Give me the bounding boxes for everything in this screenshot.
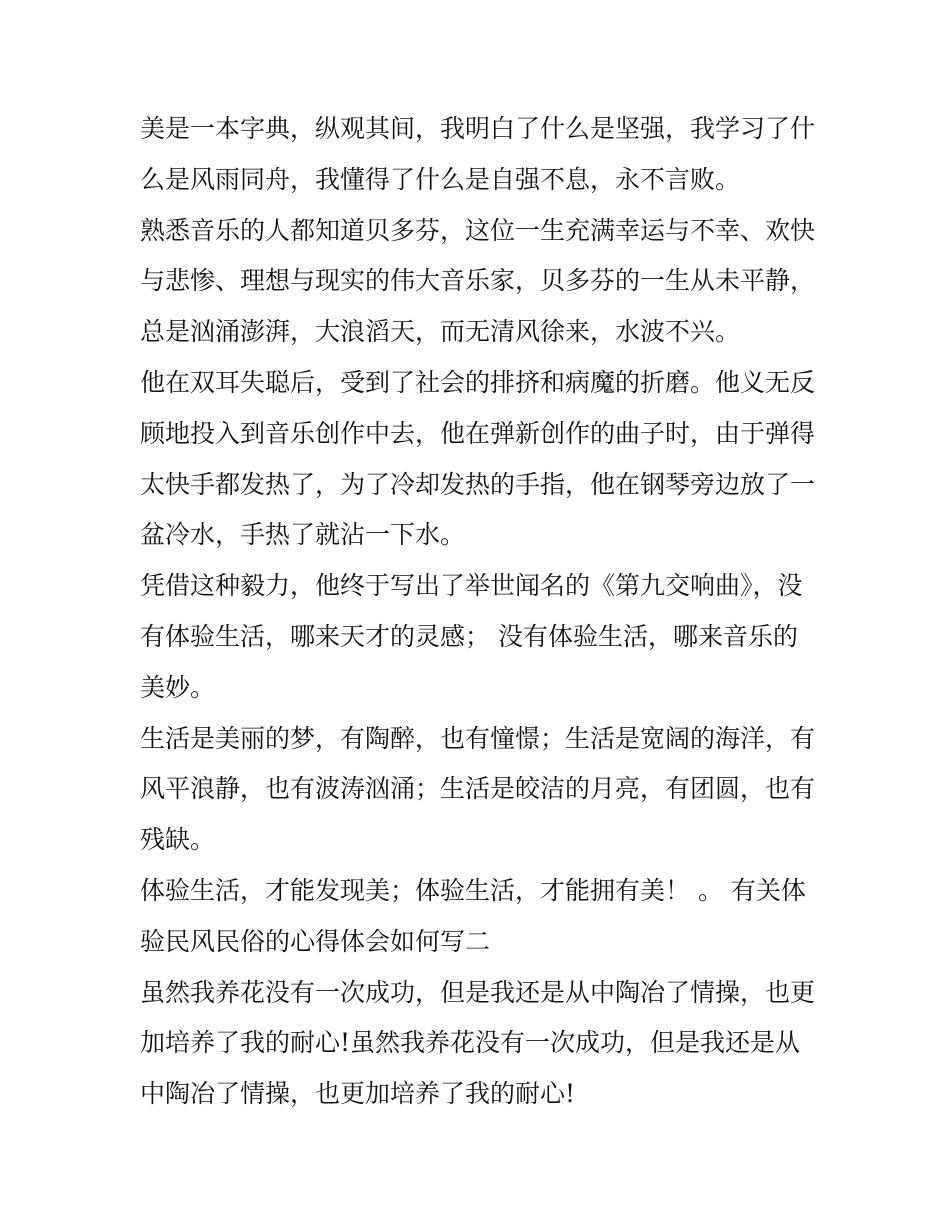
text-line: 太快手都发热了，为了冷却发热的手指，他在钢琴旁边放了一 xyxy=(140,469,816,499)
text-line: 中陶冶了情操，也更加培养了我的耐心! xyxy=(140,1079,576,1109)
text-line: 残缺。 xyxy=(140,825,216,855)
text-line: 与悲惨、理想与现实的伟大音乐家，贝多芬的一生从未平静， xyxy=(140,266,816,296)
text-line: 加培养了我的耐心!虽然我养花没有一次成功，但是我还是从 xyxy=(140,1028,801,1058)
text-line: 盆冷水，手热了就沾一下水。 xyxy=(140,520,466,550)
text-line: 他在双耳失聪后，受到了社会的排挤和病魔的折磨。他义无反 xyxy=(140,367,816,397)
text-line: 熟悉音乐的人都知道贝多芬，这位一生充满幸运与不幸、欢快 xyxy=(140,215,816,245)
text-line: 体验生活，才能发现美；体验生活，才能拥有美！ 。 有关体 xyxy=(140,875,806,905)
text-line: 么是风雨同舟，我懂得了什么是自强不息，永不言败。 xyxy=(140,164,741,194)
text-line: 美妙。 xyxy=(140,672,216,702)
text-line: 生活是美丽的梦，有陶醉，也有憧憬；生活是宽阔的海洋，有 xyxy=(140,723,816,753)
text-line: 有体验生活，哪来天才的灵感； 没有体验生活，哪来音乐的 xyxy=(140,621,798,651)
text-line: 风平浪静，也有波涛汹涌；生活是皎洁的月亮，有团圆，也有 xyxy=(140,774,816,804)
text-line: 凭借这种毅力，他终于写出了举世闻名的《第九交响曲》，没 xyxy=(140,571,803,601)
text-line: 验民风民俗的心得体会如何写二 xyxy=(140,926,491,956)
text-line: 美是一本字典，纵观其间，我明白了什么是坚强，我学习了什 xyxy=(140,114,816,143)
text-line: 顾地投入到音乐创作中去，他在弹新创作的曲子时，由于弹得 xyxy=(140,418,816,448)
document-body xyxy=(140,104,820,1120)
text-line: 总是汹涌澎湃，大浪滔天，而无清风徐来，水波不兴。 xyxy=(140,317,741,347)
text-line: 虽然我养花没有一次成功，但是我还是从中陶冶了情操，也更 xyxy=(140,977,816,1007)
